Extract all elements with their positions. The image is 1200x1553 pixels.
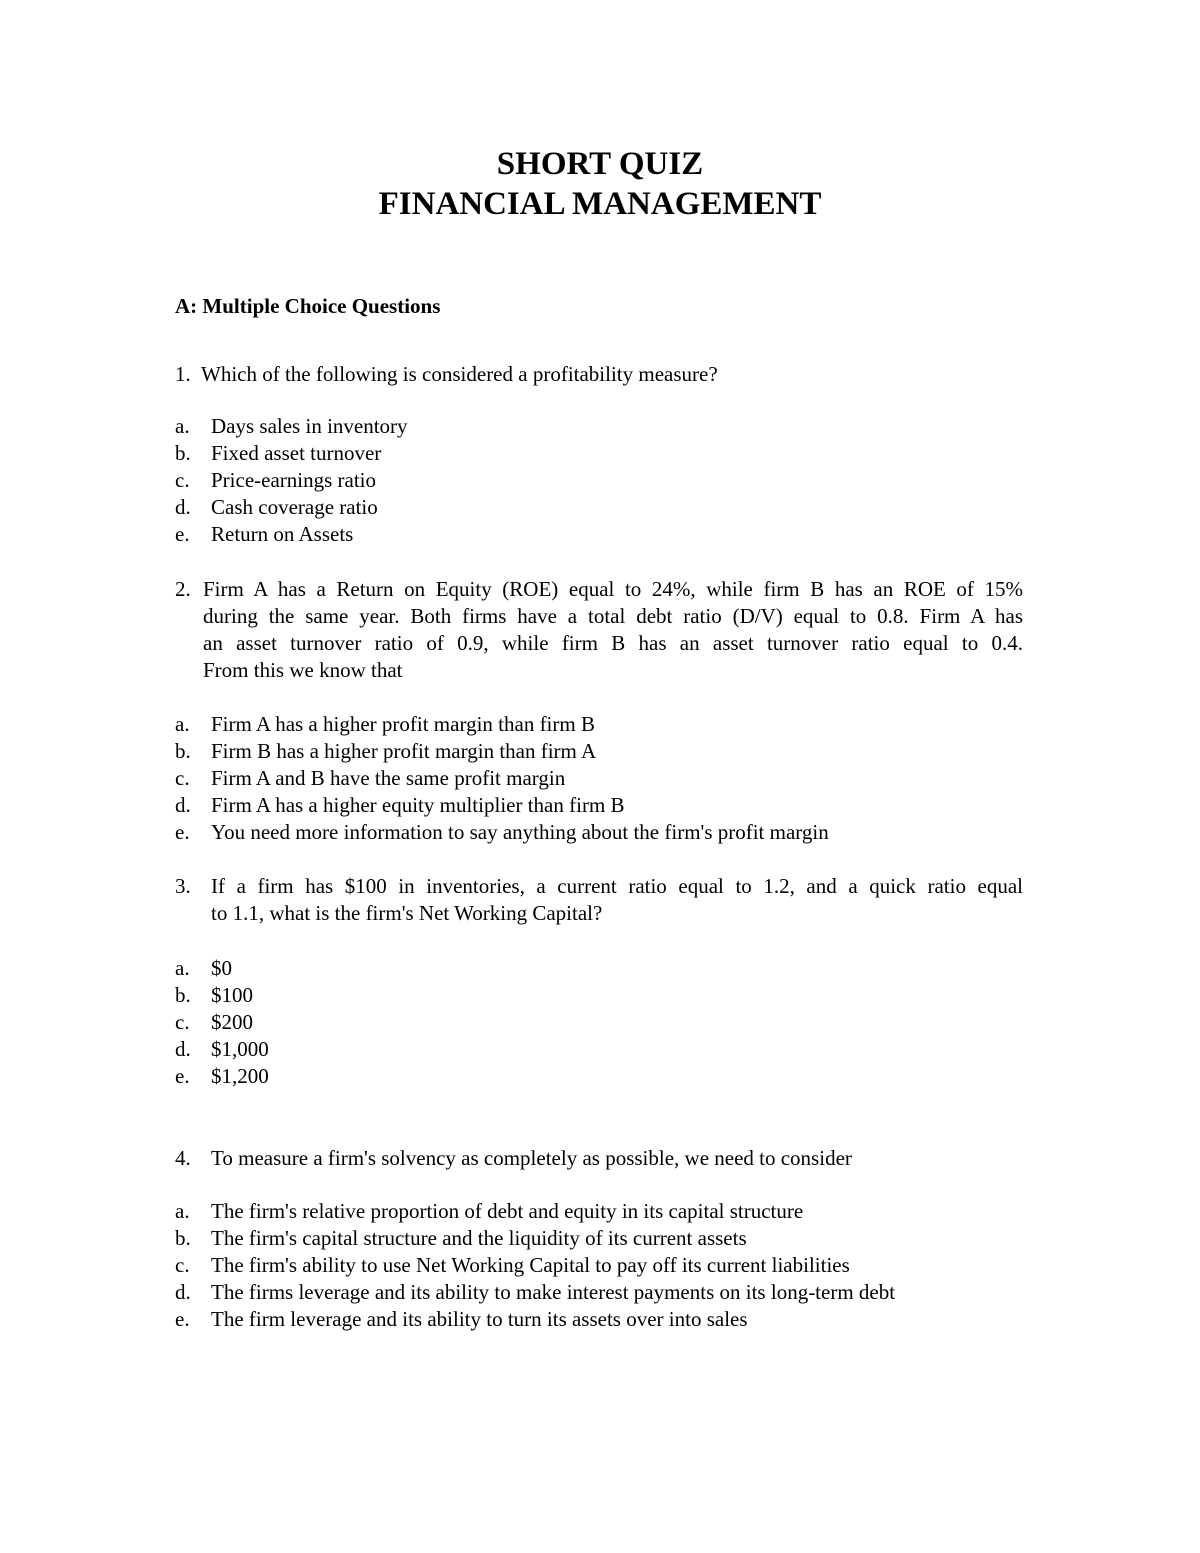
option-letter: d.: [175, 495, 191, 519]
title-line-1: SHORT QUIZ: [496, 146, 704, 182]
question-1: [175, 361, 1025, 388]
title-line-2: FINANCIAL MANAGEMENT: [378, 186, 822, 222]
option-text: Return on Assets: [211, 522, 354, 546]
option-letter: e.: [175, 1307, 190, 1331]
option-letter: c.: [175, 1010, 190, 1034]
option-text: $200: [211, 1010, 253, 1034]
option-text: You need more information to say anything about the firm's profit margin: [211, 820, 829, 844]
option-letter: e.: [175, 1064, 190, 1088]
question-3: [175, 873, 1035, 927]
option-letter: e.: [175, 820, 190, 844]
option-text: Price-earnings ratio: [211, 468, 377, 492]
option-letter: d.: [175, 793, 191, 817]
option-text: The firm's capital structure and the liquidity of its current assets: [211, 1226, 747, 1250]
question-text: Which of the following is considered a profitability measure?: [201, 362, 718, 386]
option-letter: c.: [175, 468, 190, 492]
option-text: Fixed asset turnover: [211, 441, 382, 465]
question-4: [175, 1145, 1035, 1172]
option-text: The firm leverage and its ability to turn its assets over into sales: [211, 1307, 748, 1331]
question-text-line: to 1.1, what is the firm's Net Working Capital?: [211, 901, 603, 925]
option-letter: c.: [175, 766, 190, 790]
option-letter: d.: [175, 1280, 191, 1304]
option-text: Firm A and B have the same profit margin: [211, 766, 566, 790]
option-text: The firm's ability to use Net Working Capital to pay off its current liabilities: [211, 1253, 850, 1277]
option-text: Cash coverage ratio: [211, 495, 378, 519]
option-letter: a.: [175, 956, 190, 980]
question-2: [175, 576, 1035, 684]
option-letter: a.: [175, 712, 190, 736]
option-letter: b.: [175, 739, 191, 763]
option-text: Firm A has a higher profit margin than firm B: [211, 712, 595, 736]
option-text: $1,200: [211, 1064, 269, 1088]
question-text-line: From this we know that: [203, 658, 403, 682]
option-text: $0: [211, 956, 232, 980]
question-text-line: an asset turnover ratio of 0.9, while firm B has an asset turnover ratio equal to 0.4.: [203, 631, 1023, 655]
option-letter: a.: [175, 414, 190, 438]
question-number: 4.: [175, 1146, 191, 1170]
option-text: Days sales in inventory: [211, 414, 408, 438]
option-text: Firm A has a higher equity multiplier than firm B: [211, 793, 625, 817]
question-text: To measure a firm's solvency as completely as possible, we need to consider: [211, 1146, 852, 1170]
section-heading: A: Multiple Choice Questions: [175, 294, 441, 318]
document-title: [0, 144, 1200, 224]
option-text: $1,000: [211, 1037, 269, 1061]
question-number: 1.: [175, 362, 191, 386]
question-text: [211, 873, 1023, 927]
option-letter: d.: [175, 1037, 191, 1061]
question-number: 2.: [175, 577, 191, 601]
option-letter: b.: [175, 1226, 191, 1250]
option-text: $100: [211, 983, 253, 1007]
question-text-line: Firm A has a Return on Equity (ROE) equal to 24%, while firm B has an ROE of 15%: [203, 577, 1023, 601]
question-text-line: If a firm has $100 in inventories, a current ratio equal to 1.2, and a quick ratio equal: [211, 874, 1023, 898]
option-letter: c.: [175, 1253, 190, 1277]
question-number: 3.: [175, 874, 191, 898]
question-text-line: during the same year. Both firms have a total debt ratio (D/V) equal to 0.8. Firm A has: [203, 604, 1023, 628]
option-letter: a.: [175, 1199, 190, 1223]
option-letter: b.: [175, 983, 191, 1007]
option-text: The firms leverage and its ability to make interest payments on its long-term debt: [211, 1280, 896, 1304]
option-letter: b.: [175, 441, 191, 465]
question-text: [203, 576, 1023, 684]
option-text: The firm's relative proportion of debt and equity in its capital structure: [211, 1199, 804, 1223]
option-letter: e.: [175, 522, 190, 546]
option-text: Firm B has a higher profit margin than firm A: [211, 739, 597, 763]
